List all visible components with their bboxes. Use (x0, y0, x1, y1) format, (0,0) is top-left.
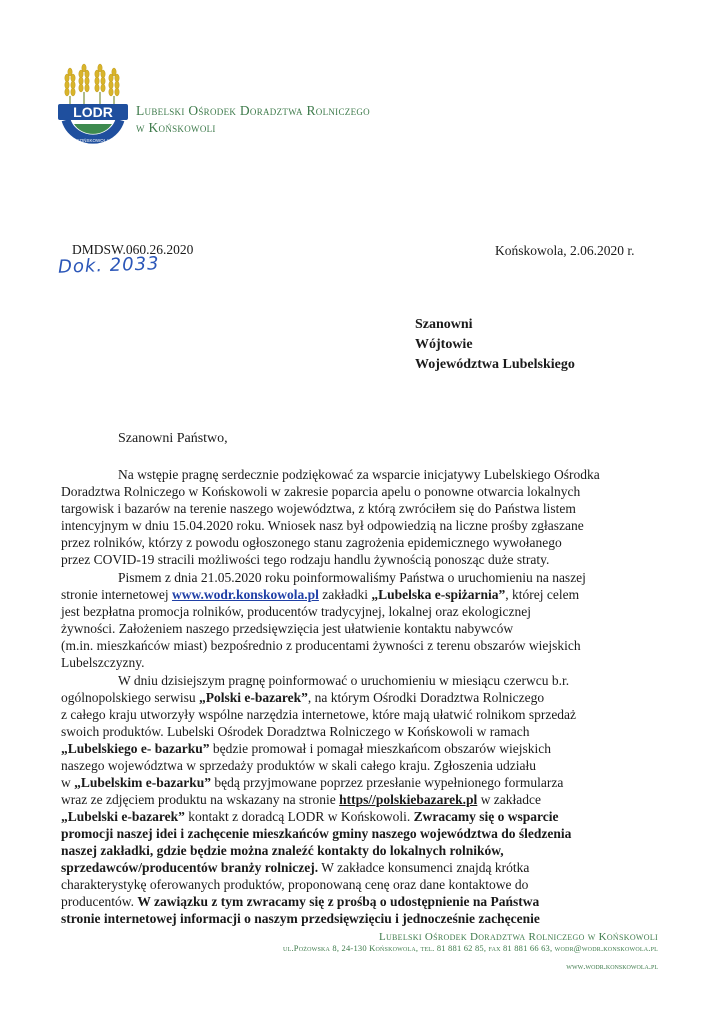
body-line: charakterystykę oferowanych produktów, proponowaną cenę oraz dane kontaktowe do (61, 877, 529, 892)
footer-address: ul.Pożowska 8, 24-130 Końskowola, tel. 81 881 62 85, fax 81 881 66 63, wodr@wodr.konskowola.pl (283, 943, 658, 953)
bold-text: „Lubelskiego e- bazarku” (61, 741, 210, 756)
bold-text: „Lubelskim e-bazarku” (74, 775, 212, 790)
logo-ring-text: KOŃSKOWOLA (76, 138, 110, 143)
salutation: Szanowni Państwo, (118, 431, 228, 446)
text: w zakładce (477, 792, 542, 807)
body-line (61, 690, 544, 706)
body-line: targowisk i bazarów na terenie naszego województwa, z którą zwróciłem się do Państwa listem (61, 501, 576, 516)
handwritten-note: Dok. 2033 (57, 253, 160, 278)
body-line (61, 587, 579, 603)
logo-text: LODR (73, 104, 113, 120)
body-line: przez rolników, którzy z powodu ogłoszonego stanu zagrożenia epidemicznego wywołanego (61, 535, 562, 550)
body-line: jest bezpłatna promocja rolników, producentów tradycyjnej, lokalnej oraz ekologicznej (61, 604, 531, 619)
text: , której celem (505, 587, 580, 602)
bold-text: W zawiązku z tym zwracamy się z prośbą o udostępnienie na Państwa (137, 894, 540, 909)
footer-website[interactable]: www.wodr.konskowola.pl (566, 961, 658, 971)
footer-organization: Lubelski Ośrodek Doradztwa Rolniczego w Końskowoli (378, 931, 658, 943)
lodr-logo (56, 62, 130, 146)
text: ogólnopolskiego serwisu (61, 690, 199, 705)
body-line: naszego województwa w sprzedaży produktów w skali całego kraju. Zgłoszenia udziału (61, 758, 536, 773)
recipient-line-1: Szanowni (415, 317, 473, 332)
text: w (61, 775, 75, 790)
reference-number: DMDSW.060.26.2020 (72, 242, 194, 257)
body-line (61, 775, 563, 791)
body-line: (m.in. mieszkańców miast) bezpośrednio z producentami żywności z terenu obszarów wiejskich (61, 638, 581, 653)
body-line (61, 860, 529, 876)
text: stronie internetowej (61, 587, 172, 602)
body-line (61, 741, 551, 757)
website-link[interactable]: www.wodr.konskowola.pl (171, 587, 319, 602)
bazarek-link[interactable]: https//polskiebazarek.pl (339, 792, 478, 807)
institution-name-line1: Lubelski Ośrodek Doradztwa Rolniczego (136, 103, 370, 118)
text: wraz ze zdjęciem produktu na wskazany na stronie (61, 792, 340, 807)
body-line: z całego kraju utworzyły wspólne narzędzia internetowe, które mają ułatwić rolnikom sprzedaż (61, 707, 577, 722)
bold-text: sprzedawców/producentów branży rolniczej. (61, 860, 319, 875)
text: zakładki (318, 587, 372, 602)
letter-date: Końskowola, 2.06.2020 r. (495, 243, 635, 258)
body-line (61, 894, 539, 910)
body-line: Na wstępie pragnę serdecznie podziękować za wsparcie inicjatywy Lubelskiego Ośrodka (118, 467, 600, 482)
text: producentów. (61, 894, 138, 909)
wheat-icon (65, 64, 119, 96)
body-line: W dniu dzisiejszym pragnę poinformować o uruchomieniu w miesiącu czerwcu b.r. (118, 673, 570, 688)
body-line: Doradztwa Rolniczego w Końskowoli w zakresie poparcia apelu o ponowne otwarcia lokalnych (61, 484, 581, 499)
text: , na którym Ośrodki Doradztwa Rolniczego (307, 690, 545, 705)
body-line: Pismem z dnia 21.05.2020 roku poinformowaliśmy Państwa o uruchomieniu na naszej (118, 570, 586, 585)
bold-text: „Lubelska e-spiżarnia” (371, 587, 506, 602)
bold-text: „Lubelski e-bazarek” (61, 809, 185, 824)
body-line: żywności. Założeniem naszego przedsięwzięcia jest ułatwienie kontaktu nabywców (61, 621, 514, 636)
recipient-line-3: Województwa Lubelskiego (415, 357, 575, 372)
body-line: intencyjnym w dniu 15.04.2020 roku. Wniosek nasz był odpowiedzią na liczne prośby zgłaszane (61, 518, 584, 533)
body-line: naszej zakładki, gdzie będzie można znaleźć kontakty do lokalnych rolników, (61, 843, 504, 858)
bold-text: Zwracamy się o wsparcie (413, 809, 559, 824)
body-line (61, 792, 541, 808)
institution-name-line2: w Końskowoli (136, 120, 216, 135)
text: kontakt z doradcą LODR w Końskowoli. (184, 809, 414, 824)
body-line: Lubelszczyzny. (61, 655, 145, 670)
body-line: swoich produktów. Lubelski Ośrodek Doradztwa Rolniczego w Końskowoli w ramach (61, 724, 530, 739)
text: W zakładce konsumenci znajdą krótka (318, 860, 530, 875)
text: będzie promował i pomagał mieszkańcom obszarów wiejskich (209, 741, 552, 756)
body-line: stronie internetowej informacji o naszym przedsięwzięciu i jednocześnie zachęcenie (61, 911, 540, 926)
bold-text: „Polski e-bazarek” (199, 690, 308, 705)
body-line: przez COVID-19 stracili możliwości tego rodzaju handlu żywnością ponosząc duże straty. (61, 552, 550, 567)
body-line (61, 809, 558, 825)
text: będą przyjmowane poprzez przesłanie wypełnionego formularza (211, 775, 564, 790)
body-line: promocji naszej idei i zachęcenie mieszkańców gminy naszego województwa do śledzenia (61, 826, 572, 841)
recipient-line-2: Wójtowie (415, 337, 473, 352)
